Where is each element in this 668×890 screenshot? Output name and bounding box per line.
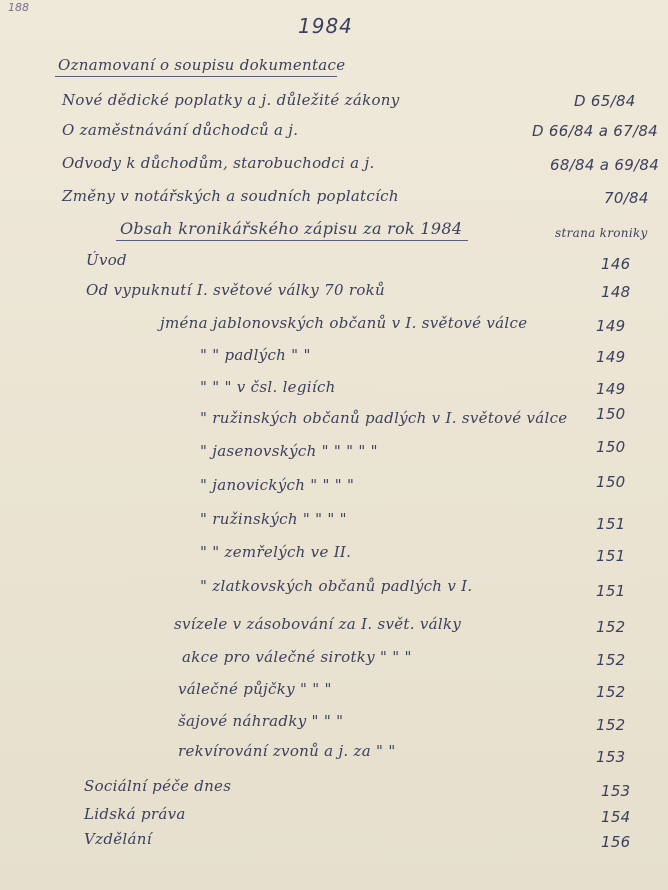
toc-entry-page: 151 — [596, 547, 626, 565]
page-number: 188 — [8, 1, 29, 14]
doc-line-1-text: Nové dědické poplatky a j. důležité zákony — [62, 91, 400, 109]
toc-entry: " ružinských " " " " — [200, 510, 347, 528]
toc-entry: " jasenovských " " " " " — [200, 442, 378, 460]
toc-entry: akce pro válečné sirotky " " " — [182, 648, 412, 666]
toc-entry: Vzdělání — [84, 830, 152, 848]
toc-entry-page: 151 — [596, 582, 626, 600]
toc-entry-page: 152 — [596, 618, 626, 636]
doc-line-2-ref: D 66/84 a 67/84 — [532, 122, 659, 140]
toc-entry: svízele v zásobování za I. svět. války — [174, 615, 462, 633]
doc-line-3-ref: 68/84 a 69/84 — [550, 156, 660, 174]
toc-entry-page: 153 — [601, 782, 631, 800]
toc-entry-page: 150 — [596, 438, 626, 456]
toc-entry-page: 153 — [596, 748, 626, 766]
year-heading: 1984 — [298, 14, 353, 38]
doc-line-1-ref: D 65/84 — [574, 92, 636, 110]
doc-line-2-text: O zaměstnávání důchodců a j. — [62, 121, 299, 139]
toc-entry-page: 152 — [596, 716, 626, 734]
toc-entry: válečné půjčky " " " — [178, 680, 332, 698]
toc-entry: " " " v čsl. legiích — [200, 378, 336, 396]
toc-entry: Úvod — [86, 251, 127, 269]
doc-header: Oznamovaní o soupisu dokumentace — [58, 56, 346, 74]
toc-entry-page: 146 — [601, 255, 631, 273]
doc-line-3-text: Odvody k důchodům, starobuchodci a j. — [62, 154, 375, 172]
toc-entry-page: 156 — [601, 833, 631, 851]
toc-entry-page: 148 — [601, 283, 631, 301]
toc-entry: Lidská práva — [84, 805, 186, 823]
toc-entry-page: 150 — [596, 405, 626, 423]
doc-line-4-ref: 70/84 — [604, 189, 649, 207]
header-underline — [55, 76, 337, 77]
toc-entry: Od vypuknutí I. světové války 70 roků — [86, 281, 386, 299]
toc-column-header: strana kroniky — [555, 226, 648, 240]
toc-entry-page: 150 — [596, 473, 626, 491]
toc-entry: šajové náhradky " " " — [178, 712, 344, 730]
doc-line-4-text: Změny v notářských a soudních poplatcích — [62, 187, 399, 205]
toc-title: Obsah kronikářského zápisu za rok 1984 — [120, 219, 463, 238]
toc-entry-page: 149 — [596, 317, 626, 335]
toc-entry: Sociální péče dnes — [84, 777, 232, 795]
toc-entry: " " padlých " " — [200, 346, 311, 364]
toc-entry: " " zemřelých ve II. — [200, 543, 352, 561]
toc-entry: " ružinských občanů padlých v I. světové válce — [200, 409, 568, 427]
toc-title-underline — [116, 240, 468, 241]
toc-entry: " janovických " " " " — [200, 476, 355, 494]
toc-entry-page: 149 — [596, 380, 626, 398]
toc-entry: jména jablonovských občanů v I. světové válce — [160, 314, 528, 332]
toc-entry: rekvírování zvonů a j. za " " — [178, 742, 396, 760]
toc-entry-page: 152 — [596, 651, 626, 669]
toc-entry-page: 151 — [596, 515, 626, 533]
toc-entry-page: 149 — [596, 348, 626, 366]
toc-entry-page: 154 — [601, 808, 631, 826]
toc-entry: " zlatkovských občanů padlých v I. — [200, 577, 473, 595]
toc-entry-page: 152 — [596, 683, 626, 701]
